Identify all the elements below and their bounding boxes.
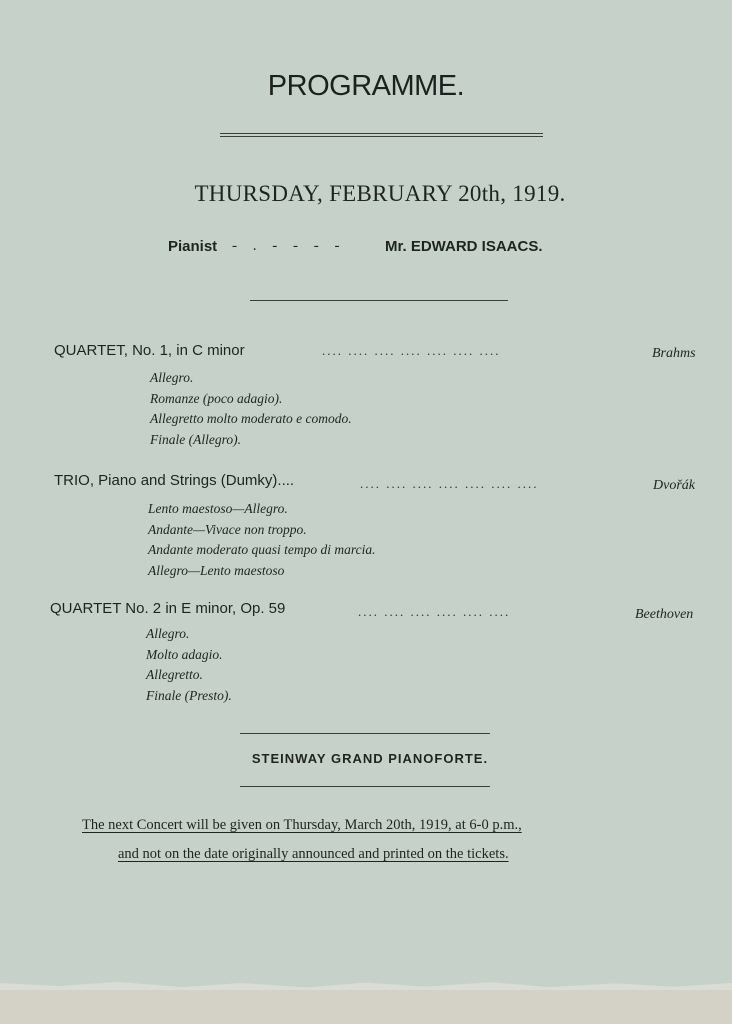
movement-item: Finale (Presto). bbox=[146, 687, 232, 703]
work-composer: Beethoven bbox=[635, 607, 694, 622]
movement-item: Allegro. bbox=[150, 370, 194, 385]
movement-list bbox=[148, 499, 375, 581]
movement-item: Andante moderato quasi tempo di marcia. bbox=[148, 542, 376, 557]
leader-dots: .... .... .... .... .... .... .... bbox=[322, 343, 501, 358]
header-divider bbox=[250, 300, 508, 301]
movement-item: Allegretto molto moderato e comodo. bbox=[150, 411, 352, 426]
movement-item: Molto adagio. bbox=[146, 646, 223, 662]
leader-dots: .... .... .... .... .... .... .... bbox=[360, 476, 539, 491]
movement-item: Allegro—Lento maestoso bbox=[148, 562, 285, 578]
concert-date: THURSDAY, FEBRUARY 20th, 1919. bbox=[194, 181, 566, 206]
movement-item: Finale (Allegro). bbox=[150, 431, 241, 447]
notice-line-1: The next Concert will be given on Thursday, March 20th, 1919, at 6-0 p.m., bbox=[82, 817, 522, 833]
leader-dots: .... .... .... .... .... .... bbox=[358, 604, 511, 619]
movement-item: Allegretto. bbox=[146, 667, 203, 682]
work-title: TRIO, Piano and Strings (Dumky).... bbox=[54, 472, 295, 489]
piano-credit: STEINWAY GRAND PIANOFORTE. bbox=[251, 751, 489, 766]
pianist-leader-dots: - . - - - - bbox=[232, 238, 346, 254]
notice-line-2: and not on the date originally announced and printed on the tickets. bbox=[118, 846, 509, 862]
title-divider bbox=[220, 133, 543, 137]
piano-divider-bottom bbox=[240, 786, 490, 787]
movement-list bbox=[150, 368, 352, 450]
movement-item: Allegro. bbox=[146, 626, 190, 641]
movement-item: Lento maestoso—Allegro. bbox=[148, 501, 288, 516]
programme-title: PROGRAMME. bbox=[267, 70, 465, 102]
piano-divider-top bbox=[240, 733, 490, 734]
movement-list bbox=[146, 624, 232, 706]
pianist-name: Mr. EDWARD ISAACS. bbox=[385, 238, 543, 255]
work-composer: Brahms bbox=[652, 346, 696, 361]
work-title: QUARTET, No. 1, in C minor bbox=[54, 342, 245, 359]
movement-item: Romanze (poco adagio). bbox=[150, 390, 283, 406]
pianist-label: Pianist bbox=[168, 238, 218, 255]
work-composer: Dvořák bbox=[653, 478, 695, 493]
movement-item: Andante—Vivace non troppo. bbox=[148, 521, 307, 537]
background-surface bbox=[0, 990, 732, 1024]
work-title: QUARTET No. 2 in E minor, Op. 59 bbox=[50, 600, 286, 617]
